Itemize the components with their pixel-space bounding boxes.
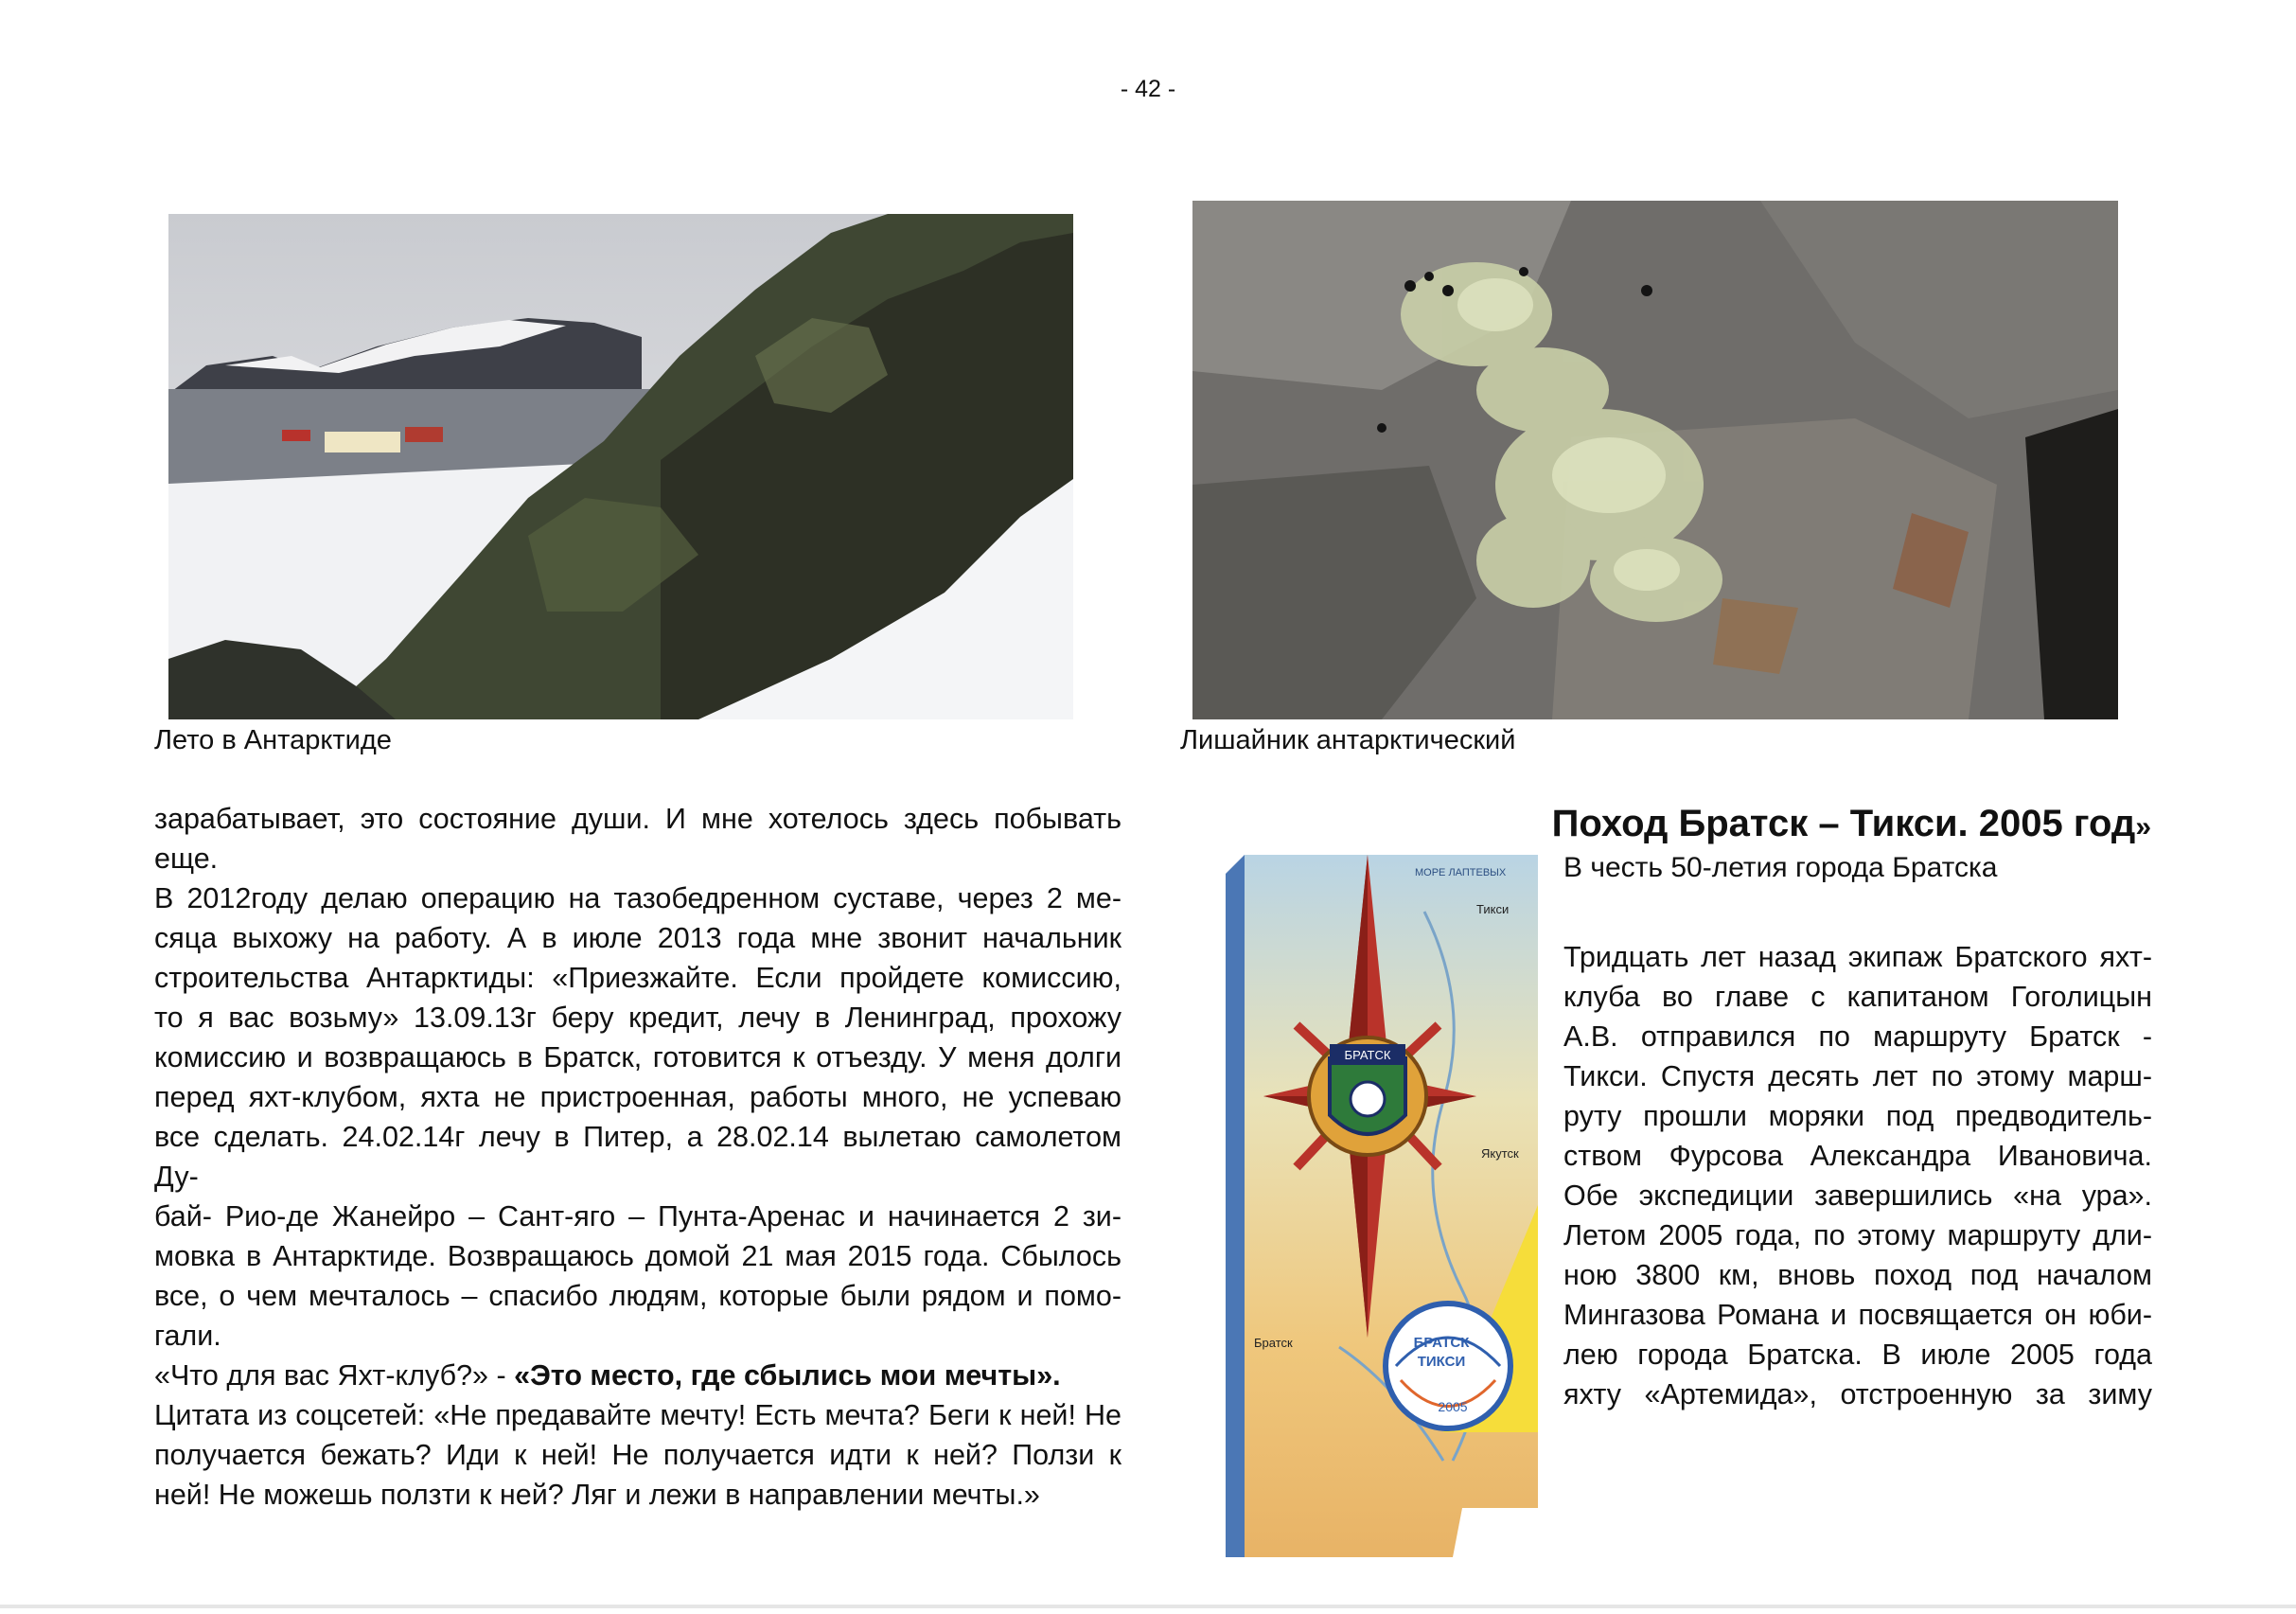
text-line: Тридцать лет назад экипаж Братского яхт- [1563, 941, 2152, 973]
page-bottom-border [0, 1605, 2296, 1608]
text-line: гали. [154, 1320, 221, 1352]
text-line: А.В. отправился по маршруту Братск - [1563, 1020, 2152, 1053]
text-line: Мингазова Романа и посвящается он юби- [1563, 1299, 2152, 1331]
text-line: все сделать. 24.02.14г лечу в Питер, а 28.02.14 вылетаю самолетом Ду- [154, 1121, 1122, 1193]
map-label-bratsk: Братск [1254, 1336, 1293, 1350]
text-line: бай- Рио-де Жанейро – Сант-яго – Пунта-Аренас и начинается 2 зи- [154, 1200, 1122, 1233]
citation-line: ней! Не можешь ползти к ней? Ляг и лежи в направлении мечты.» [154, 1479, 1040, 1511]
text-line: то я вас возьму» 13.09.13г беру кредит, лечу в Ленинград, прохожу [154, 1002, 1122, 1034]
text-line: лею города Братска. В июле 2005 года [1563, 1339, 2152, 1371]
text-line: строительства Антарктиды: «Приезжайте. Если пройдете комиссию, [154, 962, 1122, 994]
quote-question: «Что для вас Яхт-клуб?» - [154, 1359, 515, 1392]
text-line: ною 3800 км, вновь поход под началом [1563, 1259, 2152, 1291]
map-label-emblem: БРАТСК [1344, 1048, 1391, 1062]
text-line: еще. [154, 842, 219, 875]
badge-year: 2005 [1438, 1399, 1468, 1414]
expedition-map-image [1226, 855, 1538, 1557]
section-title-tail: » [2135, 811, 2151, 842]
text-line: зарабатывает, это состояние души. И мне хотелось здесь побывать [154, 803, 1122, 835]
text-line: все, о чем мечталось – спасибо людям, которые были рядом и помо- [154, 1280, 1122, 1312]
quote-line [154, 1356, 1122, 1395]
text-line: Летом 2005 года, по этому маршруту дли- [1563, 1219, 2152, 1251]
quote-answer: «Это место, где сбылись мои мечты». [514, 1359, 1061, 1392]
caption-antarctic-summer: Лето в Антарктиде [154, 725, 392, 755]
badge-line1: БРАТСК [1413, 1335, 1470, 1351]
section-subtitle: В честь 50-летия города Братска [1563, 852, 1998, 883]
map-label-sea: МОРЕ ЛАПТЕВЫХ [1415, 867, 1507, 878]
text-line: руту прошли моряки под предводитель- [1563, 1100, 2152, 1132]
caption-antarctic-lichen: Лишайник антарктический [1180, 725, 1516, 755]
text-line: Тикси. Спустя десять лет по этому марш- [1563, 1060, 2152, 1092]
page-number: - 42 - [1120, 76, 1176, 102]
text-line: перед яхт-клубом, яхта не пристроенная, работы много, не успеваю [154, 1081, 1122, 1113]
photo-antarctic-summer [168, 214, 1073, 719]
text-line: Обе экспедиции завершились «на ура». [1563, 1179, 2152, 1212]
section-title-text: Поход Братск – Тикси. 2005 год [1551, 803, 2136, 844]
photo-antarctic-lichen [1192, 201, 2118, 719]
text-line: сяца выхожу на работу. А в июле 2013 года мне звонит начальник [154, 922, 1122, 954]
badge-line2: ТИКСИ [1417, 1354, 1466, 1370]
text-line: ством Фурсова Александра Ивановича. [1563, 1140, 2152, 1172]
left-column-text [154, 799, 1122, 1515]
text-line: клуба во главе с капитаном Гоголицын [1563, 981, 2152, 1013]
map-label-tiksi: Тикси [1476, 902, 1510, 916]
text-line: комиссию и возвращаюсь в Братск, готовится к отъезду. У меня долги [154, 1041, 1122, 1073]
text-line: мовка в Антарктиде. Возвращаюсь домой 21 мая 2015 года. Сбылось [154, 1240, 1122, 1272]
citation-line: получается бежать? Иди к ней! Не получается идти к ней? Ползи к [154, 1439, 1122, 1471]
citation-line: Цитата из соцсетей: «Не предавайте мечту! Есть мечта? Беги к ней! Не [154, 1399, 1122, 1431]
right-column-text [1563, 937, 2152, 1414]
text-line: В 2012году делаю операцию на тазобедренном суставе, через 2 ме- [154, 882, 1122, 914]
text-line: яхту «Артемида», отстроенную за зиму [1563, 1378, 2152, 1410]
map-label-yakutsk: Якутск [1481, 1146, 1519, 1161]
section-title [1548, 803, 2151, 845]
